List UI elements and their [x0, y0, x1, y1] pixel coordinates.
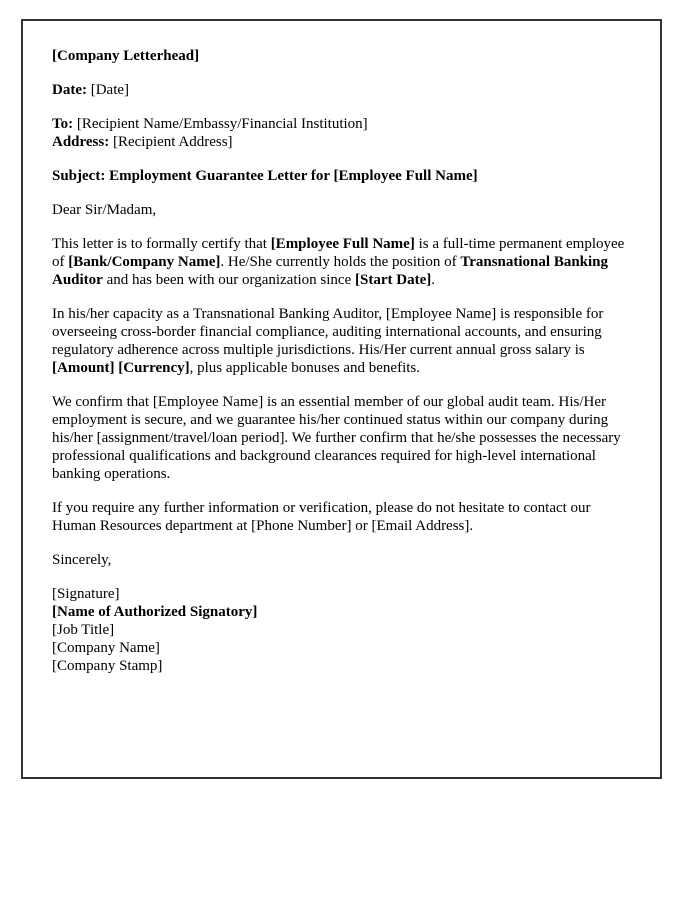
bold-text-run: Subject: Employment Guarantee Letter for [Employee Full Name] — [52, 168, 478, 184]
text-run: [Signature] — [52, 586, 120, 602]
para-contact — [52, 499, 630, 535]
text-run: . He/She currently holds the position of — [220, 254, 461, 270]
date-line — [52, 81, 630, 99]
text-run: . — [431, 272, 435, 288]
text-run: Sincerely, — [52, 552, 112, 568]
bold-text-run: Address: — [52, 134, 110, 150]
para-guarantee — [52, 393, 630, 483]
text-run: [Job Title] — [52, 622, 115, 638]
text-run: [Recipient Address] — [109, 134, 233, 150]
letterhead — [52, 47, 630, 65]
recipient-block — [52, 115, 630, 151]
text-run: In his/her capacity as a Transnational Banking Auditor, [Employee Name] is responsible for overseeing cross-border financial compliance, auditing international accounts, and ensuring regulatory adherence across multiple jurisdictions. His/Her current annual gross salary is — [52, 306, 604, 358]
text-run: Dear Sir/Madam, — [52, 202, 157, 218]
para-certification — [52, 235, 630, 289]
text-run: , plus applicable bonuses and benefits. — [189, 360, 420, 376]
text-run: If you require any further information or verification, please do not hesitate to contact our Human Resources department at [Phone Number] or [Email Address]. — [52, 500, 591, 534]
subject-line — [52, 167, 630, 185]
text-run: This letter is to formally certify that — [52, 236, 271, 252]
letter-body — [52, 47, 630, 675]
bold-text-run: [Company Letterhead] — [52, 48, 200, 64]
bold-text-run: [Amount] [Currency] — [52, 360, 190, 376]
bold-text-run: [Bank/Company Name] — [68, 254, 221, 270]
signature-block — [52, 585, 630, 675]
bold-text-run: Transnational Banking Auditor — [52, 254, 609, 288]
text-run: We confirm that [Employee Name] is an essential member of our global audit team. His/Her employment is secure, and we guarantee his/her continued status within our company during his/her [assignment/travel/loan period]. We further confirm that he/she possesses the necessary professional qualifications and background clearances required for high-level international banking operations. — [52, 394, 621, 482]
text-run: [Recipient Name/Embassy/Financial Institution] — [73, 116, 368, 132]
bold-text-run: [Name of Authorized Signatory] — [52, 604, 258, 620]
closing — [52, 551, 630, 569]
para-capacity — [52, 305, 630, 377]
text-run: and has been with our organization since — [102, 272, 355, 288]
bold-text-run: Date: — [52, 82, 87, 98]
salutation — [52, 201, 630, 219]
bold-text-run: [Start Date] — [355, 272, 432, 288]
text-run: [Company Name] — [52, 640, 160, 656]
text-run: [Date] — [86, 82, 130, 98]
text-run: [Company Stamp] — [52, 658, 163, 674]
bold-text-run: To: — [52, 116, 74, 132]
text-run: is a full-time permanent employee of — [52, 236, 625, 270]
bold-text-run: [Employee Full Name] — [270, 236, 415, 252]
letter-frame — [21, 19, 662, 779]
